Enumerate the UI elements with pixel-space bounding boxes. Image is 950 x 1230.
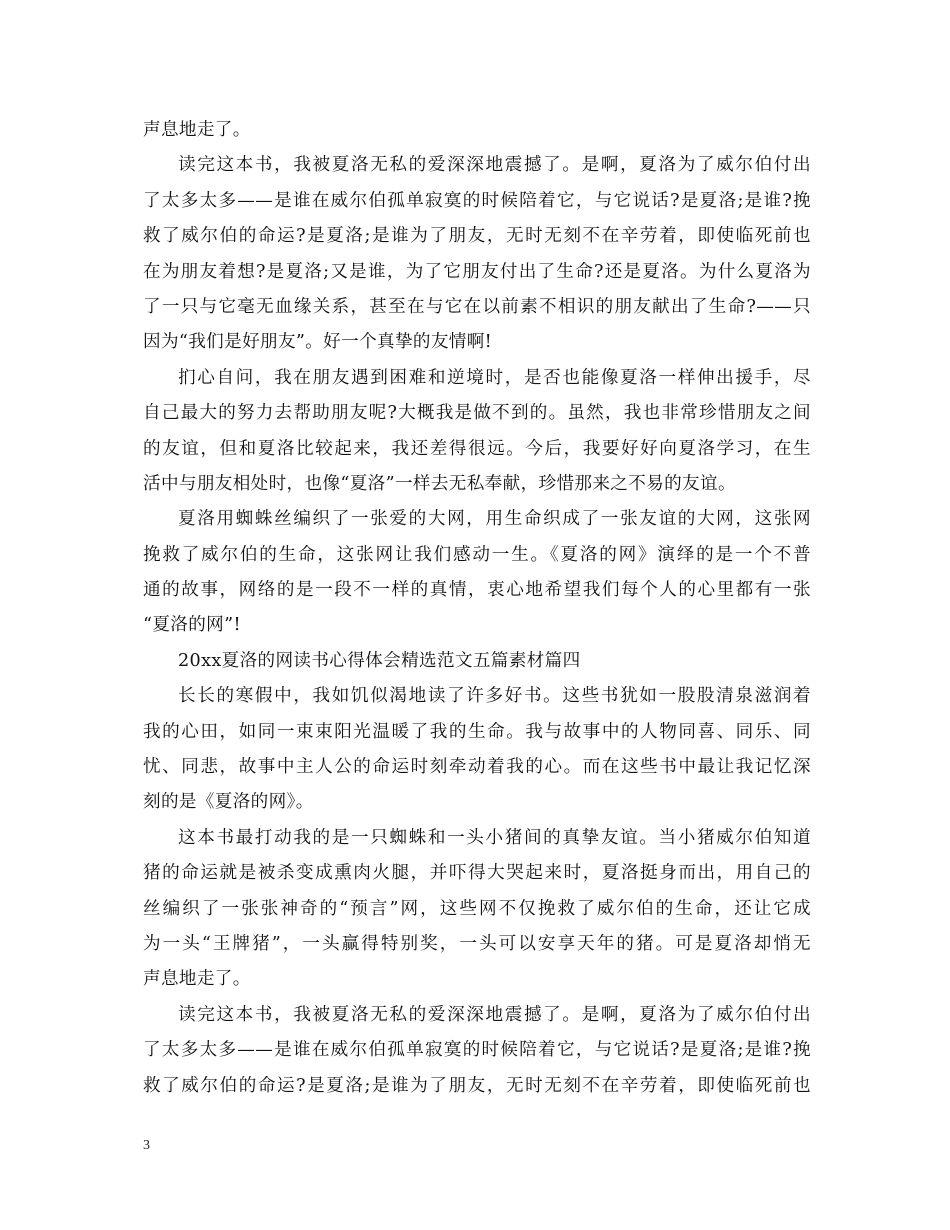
text-line: 在为朋友着想?是夏洛;又是谁，为了它朋友付出了生命?还是夏洛。为什么夏洛为 [143,261,811,282]
text-line: 声息地走了。 [143,120,251,140]
text-line: 我的心田，如同一束束阳光温暖了我的生命。我与故事中的人物同喜、同乐、同 [143,721,811,742]
text-line: 救了威尔伯的命运?是夏洛;是谁为了朋友，无时无刻不在辛劳着，即使临死前也 [143,1075,811,1096]
text-line: 了太多太多——是谁在威尔伯孤单寂寞的时候陪着它，与它说话?是夏洛;是谁?挽 [143,1040,811,1061]
text-line: 了太多太多——是谁在威尔伯孤单寂寞的时候陪着它，与它说话?是夏洛;是谁?挽 [143,190,811,211]
text-line: 忧、同悲，故事中主人公的命运时刻牵动着我的心。而在这些书中最让我记忆深 [143,757,811,778]
text-line: 猪的命运就是被杀变成熏肉火腿，并吓得大哭起来时，夏洛挺身而出，用自己的 [143,863,811,884]
page-number: 3 [143,1138,150,1153]
paragraph-start-line: 这本书最打动我的是一只蜘蛛和一头小猪间的真挚友谊。当小猪威尔伯知道 [178,827,811,848]
text-line: 自己最大的努力去帮助朋友呢?大概我是做不到的。虽然，我也非常珍惜朋友之间 [143,403,811,424]
paragraph-start-line: 长长的寒假中，我如饥似渴地读了许多好书。这些书犹如一股股清泉滋润着 [178,686,811,707]
text-line: 救了威尔伯的命运?是夏洛;是谁为了朋友，无时无刻不在辛劳着，即使临死前也 [143,226,811,247]
text-line: 因为“我们是好朋友”。好一个真挚的友情啊! [143,332,493,353]
text-line: 的友谊，但和夏洛比较起来，我还差得很远。今后，我要好好向夏洛学习，在生 [143,438,811,459]
paragraph-start-line: 读完这本书，我被夏洛无私的爱深深地震撼了。是啊，夏洛为了威尔伯付出 [178,155,811,176]
document-body [143,113,811,1104]
paragraph-start-line: 扪心自问，我在朋友遇到困难和逆境时，是否也能像夏洛一样伸出援手，尽 [178,367,811,388]
text-line: 活中与朋友相处时，也像“夏洛”一样去无私奉献，珍惜那来之不易的友谊。 [143,473,736,494]
text-line: “夏洛的网”! [143,615,241,636]
text-line: 丝编织了一张张神奇的“预言”网，这些网不仅挽救了威尔伯的生命，还让它成 [143,898,811,919]
text-line: 通的故事，网络的是一段不一样的真情，衷心地希望我们每个人的心里都有一张 [143,580,811,601]
section-heading: 20xx夏洛的网读书心得体会精选范文五篇素材篇四 [178,650,581,671]
paragraph-start-line: 读完这本书，我被夏洛无私的爱深深地震撼了。是啊，夏洛为了威尔伯付出 [178,1004,811,1025]
text-line: 刻的是《夏洛的网》。 [143,792,314,813]
text-line: 挽救了威尔伯的生命，这张网让我们感动一生。《夏洛的网》演绎的是一个不普 [143,544,811,565]
text-line: 了一只与它毫无血缘关系，甚至在与它在以前素不相识的朋友献出了生命?——只 [143,296,811,317]
paragraph-start-line: 夏洛用蜘蛛丝编织了一张爱的大网，用生命织成了一张友谊的大网，这张网 [178,509,811,530]
text-line: 为一头“王牌猪”，一头赢得特别奖，一头可以安享天年的猪。可是夏洛却悄无 [143,933,811,954]
text-line: 声息地走了。 [143,969,251,990]
